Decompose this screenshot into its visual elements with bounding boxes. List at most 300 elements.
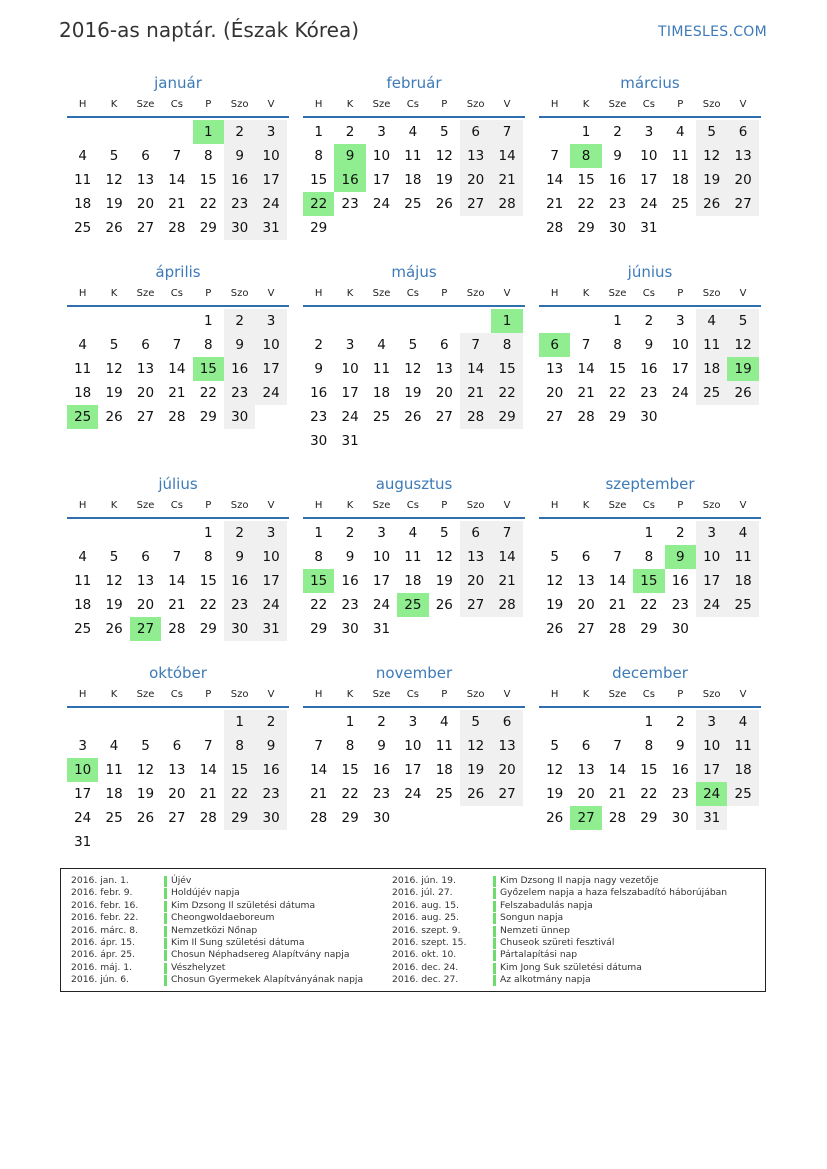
day-cell: 18 [372,385,391,401]
legend-color-marker [164,938,167,949]
legend-date: 2016. jún. 6. [71,974,130,986]
legend-holiday-name: Holdújév napja [171,887,240,899]
legend-color-marker [164,950,167,961]
day-cell: 1 [581,124,591,140]
weekday-label: K [110,99,118,110]
month-12 [539,662,761,854]
day-cell: 18 [696,357,727,381]
day-cell: 11 [404,549,422,565]
day-cell: 20 [727,168,758,192]
day-cell: 27 [460,192,491,216]
day-cell: 28 [168,621,186,637]
brand-logo-text[interactable]: TIMESLES.COM [658,24,767,40]
day-cell: 24 [640,196,658,212]
holiday-day-cell: 9 [665,545,696,569]
day-cell: 3 [255,120,286,144]
legend-date: 2016. jún. 19. [392,875,456,886]
weekday-label: Sze [608,689,627,700]
day-cell: 12 [105,361,123,377]
day-cell: 15 [491,357,522,381]
weekday-label: K [346,288,354,299]
day-cell: 1 [613,313,622,329]
day-cell: 13 [435,361,453,377]
day-cell: 5 [109,148,119,164]
legend-date: 2016. febr. 22. [71,912,139,924]
day-cell: 25 [404,196,422,212]
day-cell: 2 [377,714,386,730]
weekday-label: P [677,288,684,299]
day-cell: 20 [460,168,491,192]
day-cell: 24 [341,409,359,425]
day-cell: 13 [491,734,522,758]
weekday-label: Szo [702,288,721,299]
day-cell: 21 [608,597,627,613]
day-cell: 25 [696,381,727,405]
day-cell: 21 [546,196,564,212]
legend-color-marker [164,926,167,937]
legend-entry [392,962,752,974]
day-cell: 13 [136,172,155,188]
legend-entry [392,974,752,986]
day-cell: 24 [372,196,391,212]
legend-color-marker [164,888,167,899]
legend-date: 2016. aug. 25. [392,912,459,924]
day-cell: 9 [224,144,255,168]
day-cell: 21 [168,597,186,613]
day-cell: 22 [577,196,595,212]
day-cell: 23 [671,786,689,802]
legend-date: 2016. júl. 27. [392,887,453,899]
day-cell: 31 [255,216,286,240]
day-cell: 6 [491,710,522,734]
day-cell: 8 [224,734,255,758]
day-cell: 31 [372,621,391,637]
weekday-label: Cs [170,99,183,110]
day-cell: 25 [671,196,689,212]
day-cell: 6 [141,337,150,353]
weekday-header [303,495,525,519]
day-cell: 12 [136,762,155,778]
day-cell: 26 [546,810,564,826]
day-cell: 28 [310,810,328,826]
legend-color-marker [493,888,496,899]
holiday-day-cell: 1 [193,120,224,144]
day-cell: 27 [460,593,491,617]
day-cell: 7 [203,738,213,754]
weekday-label: H [314,99,323,110]
weekday-label: Szo [466,689,485,700]
legend-entry [392,887,752,899]
weekday-label: P [205,99,212,110]
day-cell: 16 [671,573,689,589]
weekday-label: Szo [702,99,721,110]
weekday-label: Sze [136,99,155,110]
weekday-label: H [78,288,87,299]
day-cell: 20 [546,385,564,401]
legend-holiday-name: Újév [171,875,192,886]
day-cell: 14 [577,361,595,377]
day-cell: 15 [640,762,658,778]
day-grid [67,309,287,453]
day-cell: 11 [696,333,727,357]
day-cell: 18 [435,762,453,778]
month-name: május [391,263,437,281]
day-cell: 2 [644,313,654,329]
weekday-label: P [677,500,684,511]
day-cell: 13 [727,144,758,168]
legend-color-marker [164,975,167,986]
day-cell: 31 [74,834,92,850]
legend-holiday-name: Kim Il Sung születési dátuma [171,936,305,948]
day-cell: 20 [136,196,155,212]
day-cell: 27 [577,621,595,637]
day-cell: 18 [727,758,758,782]
day-cell: 6 [581,549,591,565]
weekday-label: P [677,689,684,700]
day-cell: 14 [168,361,186,377]
legend-color-marker [493,901,496,912]
day-cell: 21 [577,385,595,401]
day-cell: 8 [644,738,654,754]
day-cell: 22 [640,597,658,613]
weekday-label: P [441,288,448,299]
day-cell: 9 [224,333,255,357]
day-cell: 24 [74,810,92,826]
legend-entry [392,912,752,924]
day-cell: 23 [255,782,286,806]
day-cell: 24 [404,786,422,802]
day-cell: 20 [491,758,522,782]
day-cell: 12 [105,573,123,589]
legend-date: 2016. febr. 9. [71,887,133,899]
day-cell: 21 [199,786,217,802]
day-grid [303,521,523,665]
day-cell: 14 [168,573,186,589]
day-cell: 31 [696,806,727,830]
weekday-label: Sze [136,500,155,511]
day-cell: 10 [671,337,689,353]
month-name: február [386,74,442,92]
legend-entry [71,949,431,961]
weekday-header [303,283,525,307]
day-cell: 5 [439,525,449,541]
legend-holiday-name: Kim Dzsong Il napja nagy vezetője [500,875,659,886]
weekday-label: P [677,99,684,110]
day-cell: 16 [224,357,255,381]
day-cell: 10 [696,545,727,569]
day-cell: 2 [314,337,323,353]
day-cell: 16 [224,569,255,593]
day-cell: 29 [608,409,627,425]
day-cell: 15 [224,758,255,782]
day-cell: 11 [74,172,92,188]
day-cell: 12 [105,172,123,188]
day-cell: 30 [671,810,689,826]
day-cell: 4 [408,525,418,541]
day-cell: 30 [341,621,359,637]
month-3 [539,72,761,264]
day-cell: 18 [404,573,422,589]
day-cell: 5 [460,710,491,734]
weekday-label: Szo [702,689,721,700]
day-cell: 17 [74,786,92,802]
day-cell: 10 [372,148,391,164]
day-cell: 8 [345,738,355,754]
day-cell: 14 [608,573,627,589]
weekday-label: Sze [608,500,627,511]
weekday-label: Sze [608,288,627,299]
day-cell: 22 [199,597,217,613]
day-cell: 29 [310,621,328,637]
day-cell: 7 [491,120,522,144]
day-cell: 4 [696,309,727,333]
day-cell: 9 [675,738,685,754]
holiday-day-cell: 25 [397,593,428,617]
day-cell: 26 [105,621,123,637]
legend-holiday-name: Győzelem napja a haza felszabadító háborújában [500,887,728,899]
day-cell: 15 [310,172,328,188]
day-cell: 23 [224,381,255,405]
day-cell: 30 [255,806,286,830]
weekday-label: H [550,689,559,700]
day-cell: 28 [491,192,522,216]
holiday-day-cell: 25 [67,405,98,429]
day-cell: 18 [74,196,92,212]
day-cell: 16 [341,573,359,589]
weekday-label: K [582,500,590,511]
day-cell: 24 [372,597,391,613]
day-cell: 12 [404,361,422,377]
legend-holiday-name: Cheongwoldaeboreum [171,912,275,924]
day-cell: 26 [136,810,155,826]
month-name: január [154,74,202,92]
day-cell: 29 [224,806,255,830]
holiday-day-cell: 1 [491,309,522,333]
day-cell: 8 [203,337,213,353]
weekday-label: K [110,288,118,299]
page-title: 2016-as naptár. (Észak Kórea) [59,18,360,42]
day-cell: 16 [372,762,391,778]
legend-color-marker [493,938,496,949]
day-cell: 30 [224,405,255,429]
day-cell: 1 [644,525,654,541]
day-cell: 27 [491,782,522,806]
day-cell: 24 [255,593,286,617]
day-cell: 10 [255,144,286,168]
weekday-label: P [205,500,212,511]
day-cell: 7 [550,148,559,164]
weekday-label: V [739,500,747,511]
weekday-label: V [267,288,275,299]
day-cell: 19 [435,573,453,589]
day-cell: 14 [310,762,328,778]
month-9 [539,473,761,665]
day-cell: 23 [372,786,391,802]
weekday-label: P [205,689,212,700]
day-cell: 3 [255,309,286,333]
holiday-day-cell: 15 [633,569,664,593]
day-cell: 14 [199,762,217,778]
weekday-label: Cs [406,288,419,299]
legend-entry [392,925,752,937]
day-cell: 13 [460,545,491,569]
day-cell: 12 [546,762,564,778]
day-cell: 8 [314,549,323,565]
day-cell: 30 [372,810,391,826]
day-grid [539,309,759,453]
day-cell: 12 [696,144,727,168]
legend-holiday-name: Nemzetközi Nőnap [171,924,258,936]
legend-date: 2016. ápr. 25. [71,949,136,961]
day-cell: 10 [255,333,286,357]
day-cell: 11 [74,361,92,377]
day-cell: 26 [404,409,422,425]
day-cell: 17 [372,573,391,589]
month-name: március [620,74,680,92]
month-name: augusztus [375,475,453,493]
day-cell: 22 [224,782,255,806]
day-cell: 20 [577,597,595,613]
weekday-header [67,495,289,519]
day-cell: 16 [640,361,658,377]
day-cell: 27 [168,810,186,826]
legend-holiday-name: Nemzeti ünnep [500,924,570,936]
day-cell: 8 [613,337,622,353]
legend-entry [71,875,431,887]
day-cell: 26 [696,192,727,216]
weekday-label: H [550,500,559,511]
day-cell: 26 [435,196,453,212]
day-cell: 22 [491,381,522,405]
month-10 [67,662,289,854]
legend-date: 2016. febr. 16. [71,899,139,911]
day-cell: 27 [435,409,453,425]
day-cell: 27 [727,192,758,216]
day-cell: 11 [727,545,758,569]
day-cell: 5 [696,120,727,144]
day-cell: 26 [105,409,123,425]
holiday-day-cell: 19 [727,357,758,381]
day-cell: 6 [460,521,491,545]
day-cell: 15 [577,172,595,188]
day-cell: 7 [172,549,182,565]
weekday-label: V [267,99,275,110]
day-cell: 4 [78,148,87,164]
legend-entry [392,949,752,961]
day-cell: 19 [435,172,453,188]
weekday-label: V [503,500,511,511]
day-cell: 28 [577,409,595,425]
day-cell: 9 [255,734,286,758]
day-cell: 11 [105,762,123,778]
day-cell: 12 [460,734,491,758]
day-cell: 10 [372,549,391,565]
day-cell: 8 [644,549,654,565]
day-cell: 19 [546,786,564,802]
day-cell: 22 [310,597,328,613]
legend-color-marker [164,901,167,912]
day-cell: 12 [435,549,453,565]
holiday-day-cell: 15 [303,569,334,593]
month-6 [539,261,761,453]
weekday-label: Sze [136,288,155,299]
day-cell: 19 [105,597,123,613]
day-cell: 28 [491,593,522,617]
day-cell: 5 [439,124,449,140]
day-cell: 17 [696,758,727,782]
weekday-label: Sze [372,500,391,511]
weekday-label: K [346,689,354,700]
day-cell: 2 [224,120,255,144]
day-cell: 14 [491,144,522,168]
holiday-day-cell: 24 [696,782,727,806]
day-cell: 21 [491,569,522,593]
legend-holiday-name: Vészhelyzet [171,961,226,973]
day-cell: 7 [460,333,491,357]
day-cell: 28 [199,810,217,826]
day-cell: 5 [408,337,418,353]
month-name: december [612,664,688,682]
day-cell: 17 [255,357,286,381]
day-cell: 15 [341,762,359,778]
legend-holiday-name: Chuseok szüreti fesztivál [500,936,615,948]
day-cell: 27 [546,409,564,425]
weekday-label: H [78,99,87,110]
weekday-header [67,684,289,708]
month-name: április [155,263,201,281]
weekday-label: V [739,288,747,299]
day-grid [303,120,523,264]
day-cell: 23 [224,593,255,617]
weekday-label: Szo [230,99,249,110]
day-cell: 27 [136,220,155,236]
day-cell: 10 [341,361,359,377]
day-cell: 13 [546,361,564,377]
day-cell: 8 [491,333,522,357]
legend-entry [392,937,752,949]
day-cell: 28 [608,810,627,826]
day-cell: 16 [255,758,286,782]
day-cell: 11 [404,148,422,164]
day-cell: 13 [168,762,186,778]
legend-date: 2016. dec. 24. [392,961,459,973]
day-cell: 23 [310,409,328,425]
day-cell: 14 [608,762,627,778]
day-cell: 11 [74,573,92,589]
legend-entry [71,962,431,974]
day-cell: 7 [491,521,522,545]
day-cell: 2 [613,124,622,140]
day-cell: 7 [172,148,182,164]
day-cell: 26 [105,220,123,236]
legend-holiday-name: Chosun Néphadsereg Alapítvány napja [171,949,350,961]
weekday-label: Szo [466,99,485,110]
day-cell: 3 [644,124,654,140]
day-cell: 26 [727,381,758,405]
day-cell: 29 [577,220,595,236]
day-cell: 17 [640,172,658,188]
day-cell: 13 [577,762,595,778]
day-cell: 30 [224,216,255,240]
holiday-day-cell: 16 [334,168,365,192]
day-cell: 13 [136,573,155,589]
weekday-header [539,94,761,118]
month-5 [303,261,525,453]
day-cell: 17 [255,168,286,192]
legend-holiday-name: Az alkotmány napja [500,974,591,986]
day-cell: 8 [203,148,213,164]
day-cell: 4 [109,738,119,754]
